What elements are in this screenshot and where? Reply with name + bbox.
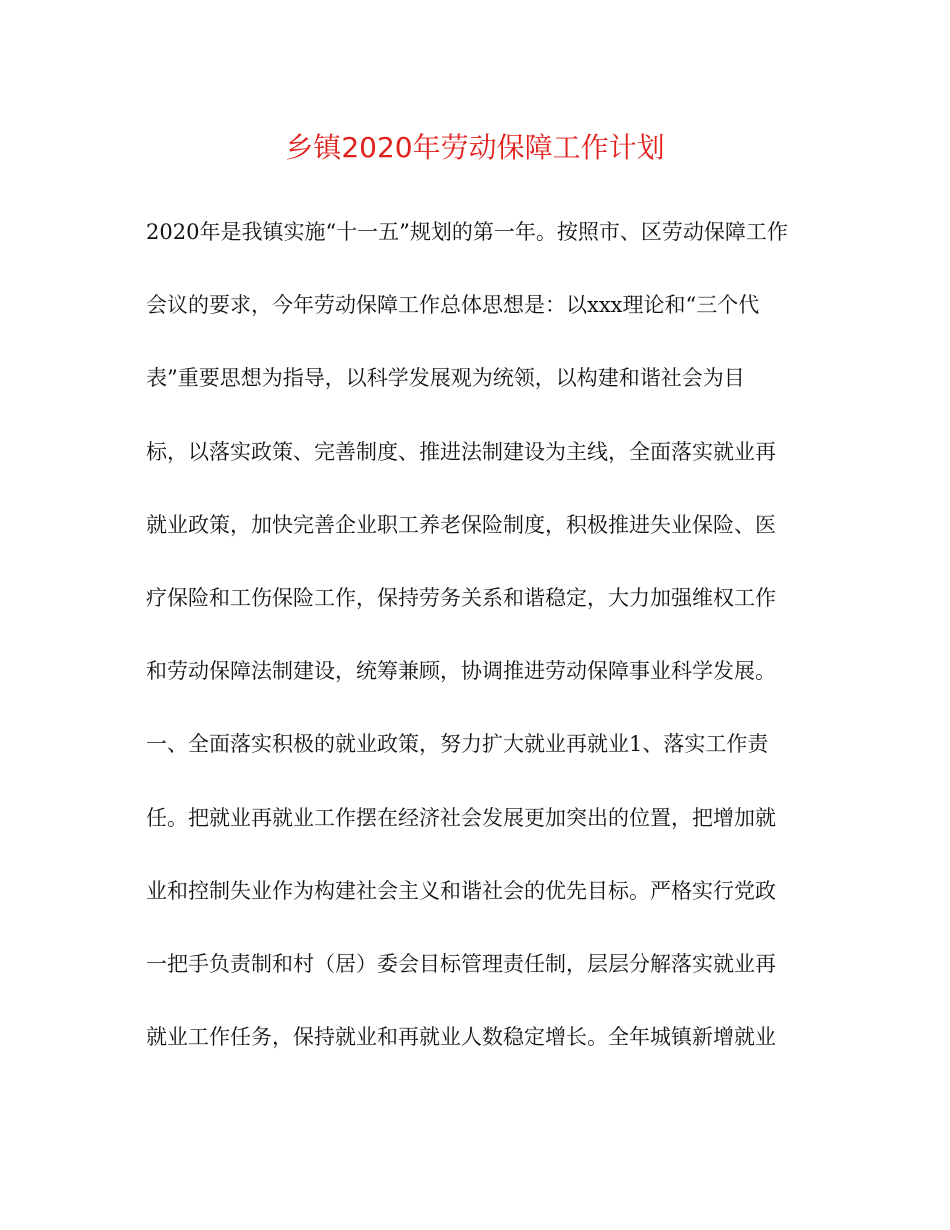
body-line: 一把手负责制和村（居）委会目标管理责任制，层层分解落实就业再 <box>146 951 776 976</box>
body-line: 表”重要思想为指导，以科学发展观为统领，以构建和谐社会为目 <box>146 366 745 391</box>
body-line: 会议的要求，今年劳动保障工作总体思想是：以xxx理论和“三个代 <box>146 293 760 318</box>
body-line: 2020年是我镇实施“十一五”规划的第一年。按照市、区劳动保障工作 <box>146 220 788 244</box>
body-line: 一、全面落实积极的就业政策，努力扩大就业再就业1、落实工作责 <box>146 732 769 757</box>
document-body <box>146 210 806 1088</box>
body-line: 疗保险和工伤保险工作，保持劳务关系和谐稳定，大力加强维权工作 <box>146 585 776 610</box>
body-line: 标，以落实政策、完善制度、推进法制建设为主线，全面落实就业再 <box>146 439 776 464</box>
body-line: 任。把就业再就业工作摆在经济社会发展更加突出的位置，把增加就 <box>146 805 776 830</box>
body-line: 业和控制失业作为构建社会主义和谐社会的优先目标。严格实行党政 <box>146 878 776 903</box>
body-line: 就业工作任务，保持就业和再就业人数稳定增长。全年城镇新增就业 <box>146 1025 776 1050</box>
body-line: 和劳动保障法制建设，统筹兼顾，协调推进劳动保障事业科学发展。 <box>146 659 776 684</box>
body-line: 就业政策，加快完善企业职工养老保险制度，积极推进失业保险、医 <box>146 512 776 537</box>
document-title: 乡镇2020年劳动保障工作计划 <box>285 131 665 164</box>
